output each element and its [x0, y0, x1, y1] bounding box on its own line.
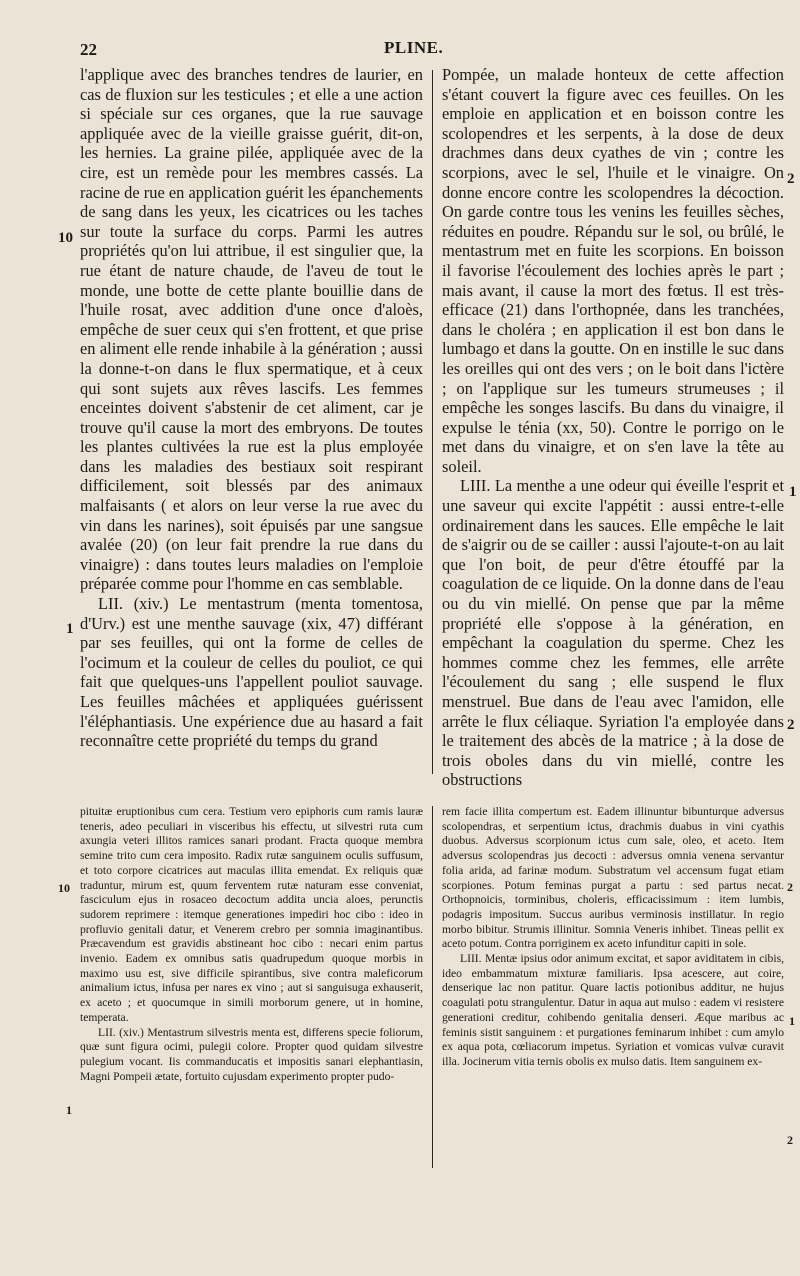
paragraph: LIII. Mentæ ipsius odor animum excitat, et sapor aviditatem in cibis, ideo embammatum mixturæ familiaris. Ipsa acescere, aut coire, denserique lac non patitur. Quare lactis potionibus additur, ne hujus coagulati potu strangulentur. Datur in aqua aut mulso : eadem vi resistere generationi creditur, cohibendo genitalia denseri. Æque maribus ac feminis sistit sanguinem : et purgationes feminarum inhibet : cum amylo ex aqua pota, cœliacorum impetus. Syriation et vomicas vulvæ curavit illa. Jocinerum vitia ternis obolis ex mulso datis. Item sanguinem ex-	[442, 952, 784, 1068]
latin-text-left-column	[80, 805, 423, 1084]
column-rule-french	[432, 70, 433, 774]
margin-number: 2	[787, 1133, 793, 1147]
margin-number: 1	[66, 1103, 72, 1117]
margin-number: 2	[787, 880, 793, 894]
paragraph: LII. (xiv.) Mentastrum silvestris menta est, differens specie foliorum, quæ sunt figura ocimi, pulegii colore. Propter quod quidam silvestre pulegium vocant. Iis commanducatis et impositis sanari elephantiasin, Magni Pompeii ætate, fortuito cujusdam experimento propter pudo-	[80, 1025, 423, 1083]
paragraph: LIII. La menthe a une odeur qui éveille l'esprit et une saveur qui excite l'appétit : aussi entre-t-elle ordinairement dans les sauces. Elle empêche le lait de s'aigrir ou de se cailler : aussi l'ajoute-t-on au lait que l'on boit, de peur d'être étouffé par la coagulation de ce liquide. On la donne dans de l'eau ou du vin miellé. On pense que par la même propriété elle s'oppose à la génération, en empêchant la coagulation du sperme. Chez les hommes comme chez les femmes, elle arrête l'écoulement du sang ; elle suspend le flux menstruel. Bue dans de l'eau avec l'amidon, elle arrête le flux céliaque. Syriation l'a employée dans le traitement des abcès de la matrice ; à la dose de trois oboles dans du vin miellé, contre les obstructions	[442, 476, 784, 790]
margin-number: 10	[58, 881, 70, 895]
margin-number: 1	[789, 1014, 795, 1028]
running-head: PLINE.	[384, 38, 444, 57]
paragraph: pituitæ eruptionibus cum cera. Testium vero epiphoris cum ramis lauræ teneris, adeo peculiari in visceribus his effectu, ut silvestri ruta cum axungia veteri illitos ramices sanari prodant. Fracta quoque membra semine trito cum cera imposito. Radix rutæ sanguinem oculis suffusum, et toto corpore cicatrices aut maculas illita emendat. Ex reliquis quæ traduntur, mirum est, quum ferventem rutæ naturam esse conveniat, fasciculum ejus in rosaceo decoctum addita uncia aloes, perunctis sudorem reprimere : itemque generationes impediri hoc cibo : ideo in profluvio genitali datur, et Venerem crebro per somnia imaginantibus. Præcavendum est gravidis abstineant hoc cibo : necari enim partus invenio. Eadem ex omnibus satis quadrupedum quoque morbis in maximo usu est, sive difficile spirantibus, sive contra maleficorum animalium ictus, infusa per nares ex vino ; aut si sanguisuga exhauserit, ex aceto ; et quocumque in simili morborum genere, ut in homine, temperata.	[80, 805, 423, 1024]
french-text-left-column	[80, 65, 423, 751]
page-number: 22	[80, 40, 97, 59]
paragraph: Pompée, un malade honteux de cette affection s'étant couvert la figure avec ces feuilles. On les emploie en application et en boisson contre les scolopendres et les serpents, à la dose de deux drachmes dans deux cyathes de vin ; contre les scorpions, avec le sel, l'huile et le vinaigre. On donne encore contre les scolopendres la décoction. On garde contre tous les venins les feuilles sèches, réduites en poudre. Répandu sur le sol, ou brûlé, le mentastrum met en fuite les scorpions. En boisson il favorise l'écoulement des lochies après le part ; mais avant, il cause la mort des fœtus. Il est très-efficace (21) dans l'orthopnée, dans les tranchées, dans le choléra ; en application il est bon dans le lumbago et dans la goutte. On en instille le suc dans les oreilles qui ont des vers ; on le boit dans l'ictère ; on l'applique sur les tumeurs strumeuses ; il empêche les songes lascifs. Bu dans du vinaigre, il expulse le ténia (xx, 50). Contre le porrigo on le met dans du vinaigre, et on s'en lave la tête au soleil.	[442, 65, 784, 476]
paragraph: LII. (xiv.) Le mentastrum (menta tomentosa, d'Urv.) est une menthe sauvage (xix, 47) différant par ses feuilles, qui ont la forme de celles de l'ocimum et la couleur de celles du pouliot, ce qui fait que quelques-uns l'appellent pouliot sauvage. Les feuilles mâchées et appliquées guérissent l'éléphantiasis. Une expérience due au hasard a fait reconnaître cette propriété du temps du grand	[80, 594, 423, 751]
margin-number: 10	[58, 230, 73, 246]
paragraph: rem facie illita compertum est. Eadem illinuntur bibunturque adversus scolopendras, et serpentium ictus, drachmis duabus in vini cyathis duobus. Adversus scorpionum ictus cum sale, oleo, et aceto. Item adversus scolopendras jus decocti : adversus omnia venena servantur folia arida, ad farinæ modum. Substratum vel accensum fugat etiam scorpiones. Potum feminas purgat a partu : sed partus necat. Orthopnoicis, torminibus, choleris, efficacissimum : item lumbis, podagris impositum. Succus auribus verminosis instillatur. In regio morbo bibitur. Strumis illinitur. Somnia Veneris inhibet. Tineas pellit ex aceto potum. Contra porriginem ex aceto infunditur capiti in sole.	[442, 805, 784, 951]
latin-text-right-column	[442, 805, 784, 1070]
column-rule-latin	[432, 806, 433, 1168]
french-text-right-column	[442, 65, 784, 790]
margin-number: 1	[789, 484, 797, 500]
margin-number: 2	[787, 171, 795, 187]
margin-number: 1	[66, 621, 74, 637]
margin-number: 2	[787, 717, 795, 733]
paragraph: l'applique avec des branches tendres de laurier, en cas de fluxion sur les testicules ; et elle a une action si spéciale sur ces organes, que la rue sauvage appliquée avec de la vieille graisse guérit, dit-on, les hernies. La graine pilée, appliquée avec de la cire, est un remède pour les membres cassés. La racine de rue en application guérit les épanchements de sang dans les yeux, les cicatrices ou les taches sur toute la surface du corps. Parmi les autres propriétés qu'on lui attribue, il est singulier que, la rue étant de nature chaude, de l'aveu de tout le monde, une botte de cette plante bouillie dans de l'huile rosat, avec addition d'une once d'aloès, empêche de suer ceux qui s'en frottent, et que prise en aliment elle rende inhabile à la génération ; aussi la donne-t-on dans le flux spermatique, et à ceux qui sont sujets aux rêves lascifs. Les femmes enceintes doivent s'abstenir de cet aliment, car je trouve qu'il cause la mort des embryons. De toutes les plantes cultivées la rue est la plus employée dans les maladies des bestiaux soit respirant difficilement, soit blessés par des animaux malfaisants ( et alors on leur verse la rue avec du vin dans les narines), soit épuisés par une sangsue avalée (20) (on leur fait prendre la rue dans du vinaigre) : dans toutes leurs maladies on l'emploie préparée comme pour l'homme en cas semblable.	[80, 65, 423, 594]
